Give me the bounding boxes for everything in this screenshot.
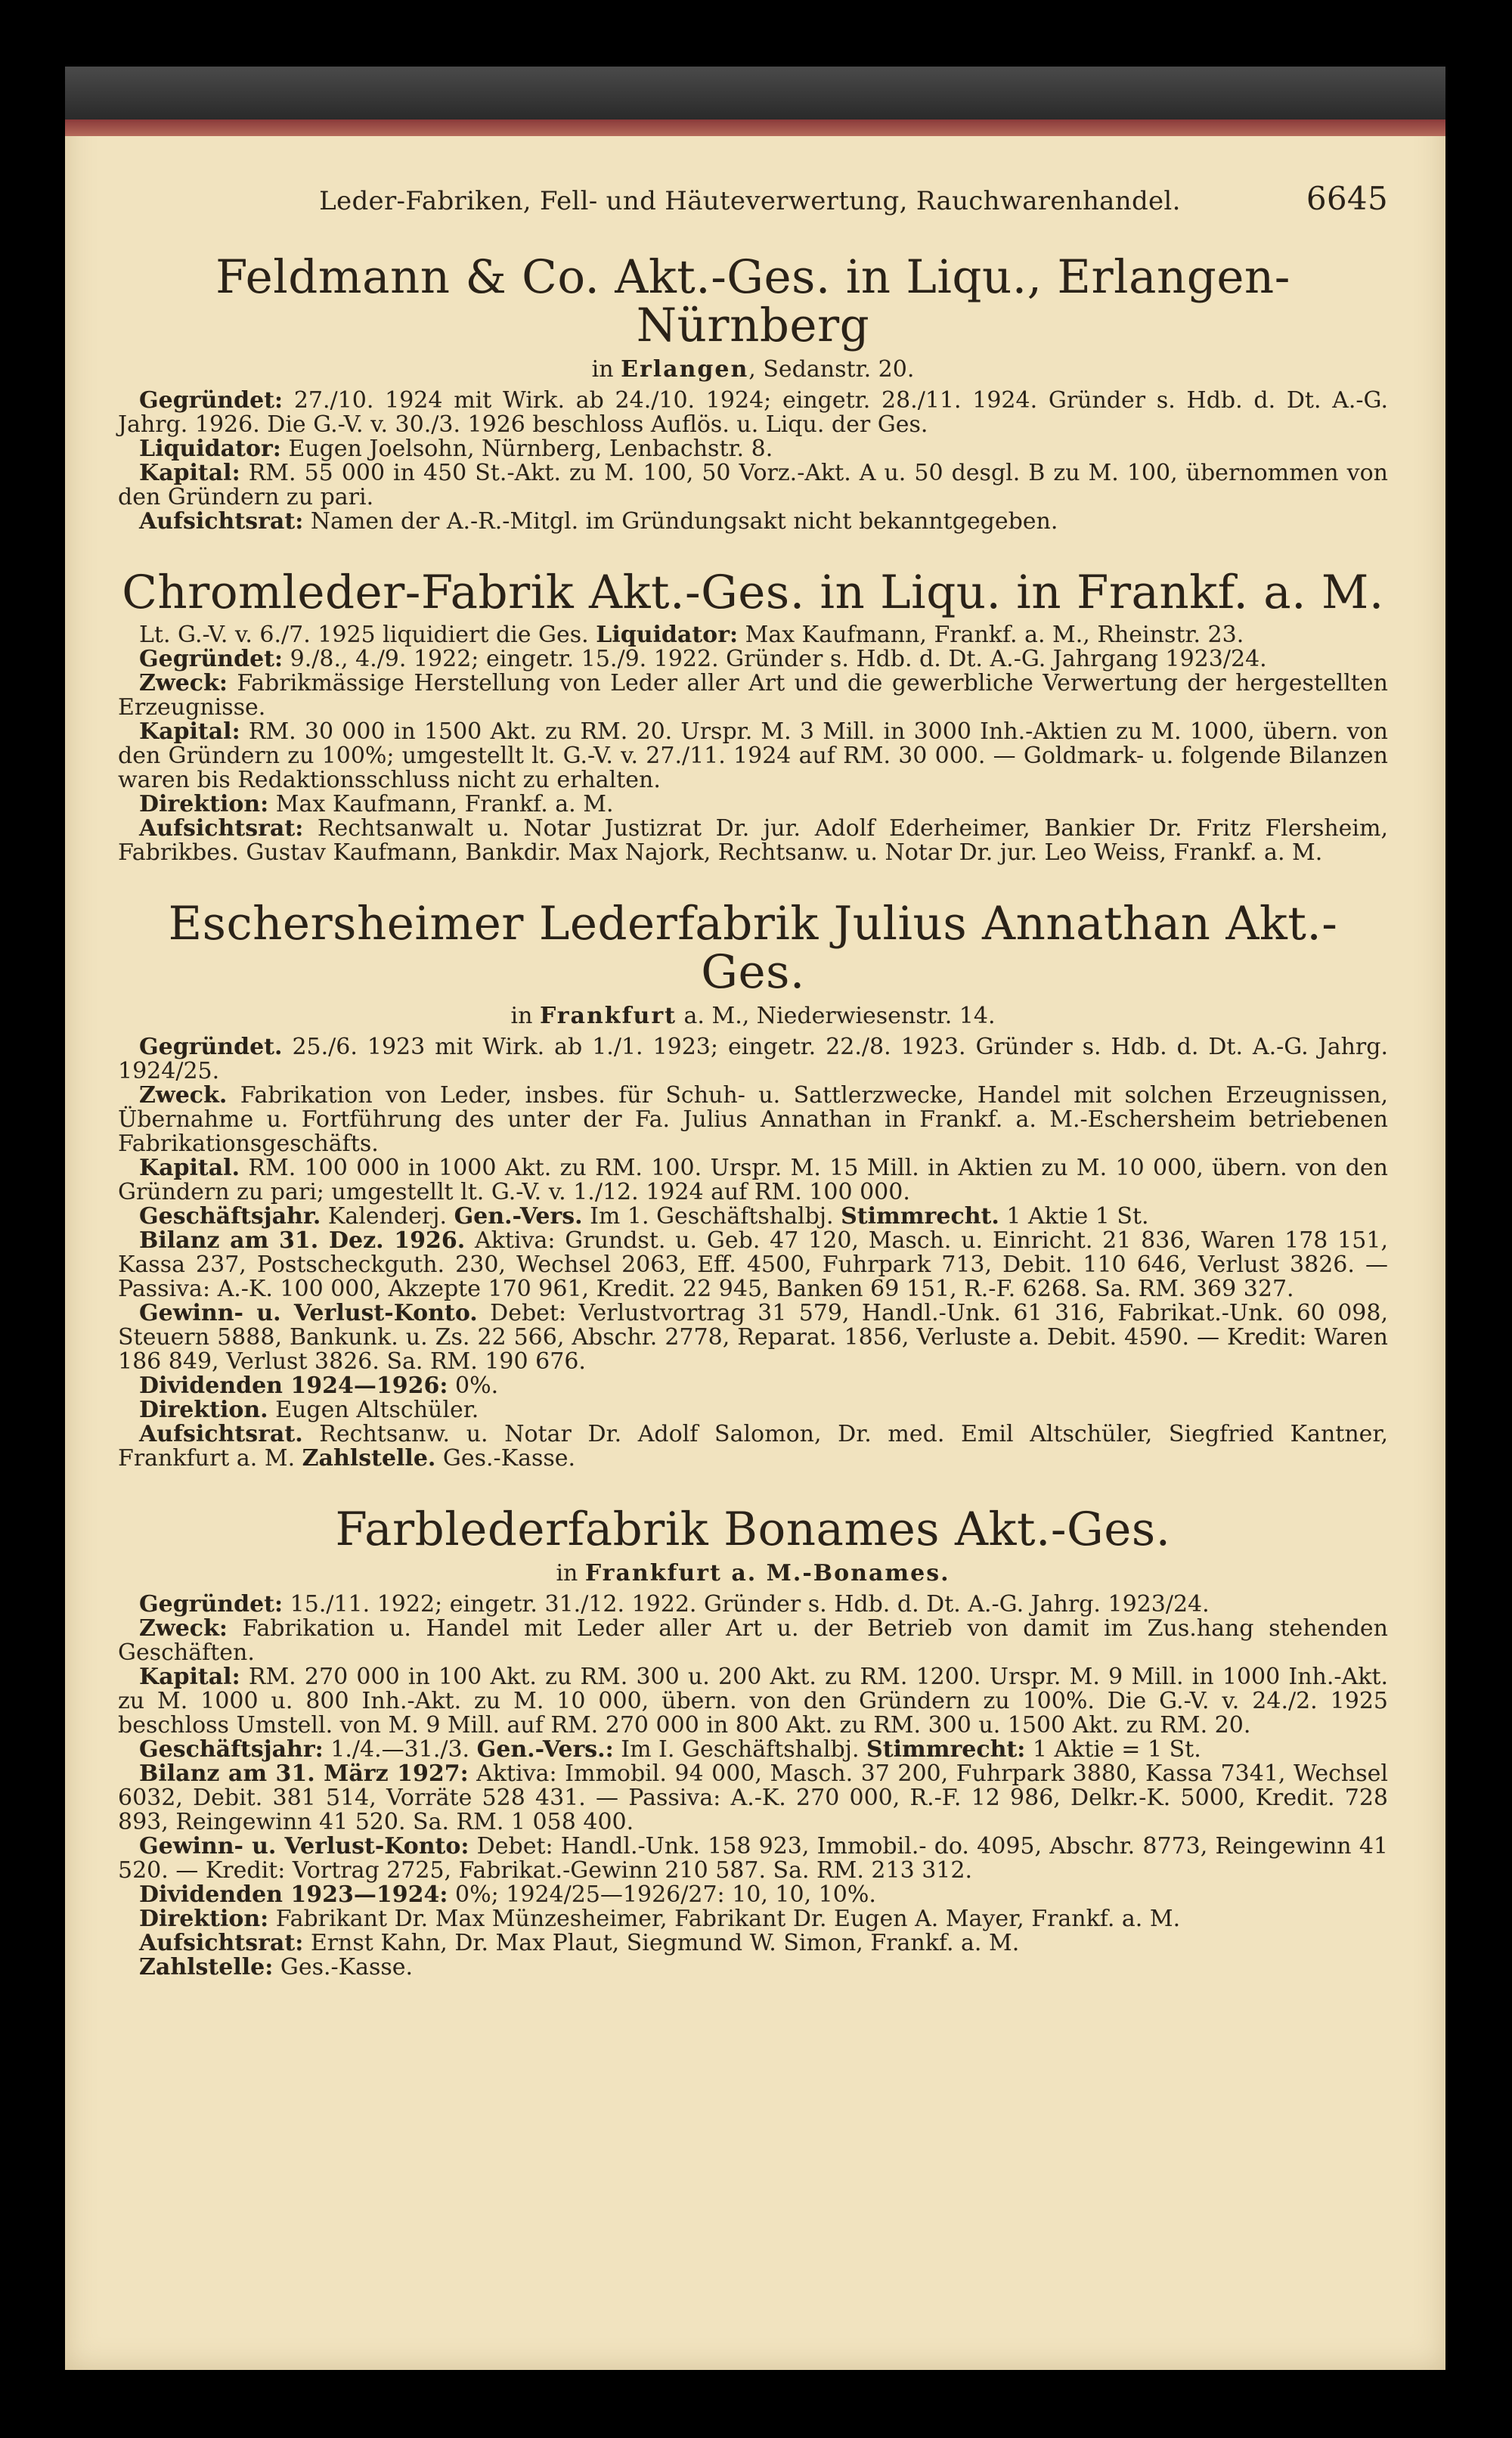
paragraph: Direktion: Fabrikant Dr. Max Münzesheimer, Fabrikant Dr. Eugen A. Mayer, Frankf. a. M. [139, 1906, 1181, 1933]
paragraph: Zahlstelle: Ges.-Kasse. [139, 1954, 414, 1981]
running-head [118, 180, 1388, 217]
location-line: in Frankfurt a. M.-Bonames. [556, 1560, 950, 1587]
paragraph: Zweck: Fabrikation u. Handel mit Leder aller Art u. der Betrieb von damit im Zus.hang stehenden Geschäften. [118, 1615, 1388, 1667]
paragraph: Aufsichtsrat: Namen der A.-R.-Mitgl. im Gründungsakt nicht bekanntgegeben. [139, 508, 1058, 535]
article-title: Eschersheimer Lederfabrik Julius Annathan Akt.-Ges. [168, 897, 1338, 1000]
article-title: Farblederfabrik Bonames Akt.-Ges. [335, 1503, 1171, 1557]
paragraph: Gewinn- u. Verlust-Konto. Debet: Verlustvortrag 31 579, Handl.-Unk. 61 316, Fabrikat.-Unk. 60 098, Steuern 5888, Bankunk. u. Zs. 22 566, Abschr. 2778, Reparat. 1856, Verluste a. Debit. 4590. — Kredit: Waren 186 849, Verlust 3826. Sa. RM. 190 676. [118, 1300, 1388, 1376]
location-line: in Frankfurt a. M., Niederwiesenstr. 14. [510, 1003, 996, 1030]
paragraph: Gegründet: 9./8., 4./9. 1922; eingetr. 15./9. 1922. Gründer s. Hdb. d. Dt. A.-G. Jahrgang 1923/24. [139, 646, 1267, 673]
paragraph: Gegründet: 27./10. 1924 mit Wirk. ab 24./10. 1924; eingetr. 28./11. 1924. Gründer s. Hdb. d. Dt. A.-G. Jahrg. 1926. Die G.-V. v. 30./3. 1926 beschloss Auflös. u. Liqu. der Ges. [118, 387, 1388, 439]
paragraph: Geschäftsjahr. Kalenderj. Gen.-Vers. Im 1. Geschäftshalbj. Stimmrecht. 1 Aktie 1 St. [139, 1203, 1149, 1230]
page-edge [65, 119, 1445, 136]
location-line: in Erlangen, Sedanstr. 20. [591, 356, 915, 383]
paragraph: Direktion. Eugen Altschüler. [139, 1397, 479, 1424]
paragraph: Kapital: RM. 30 000 in 1500 Akt. zu RM. 20. Urspr. M. 3 Mill. in 3000 Inh.-Aktien zu M. 1000, übern. von den Gründern zu 100%; umgestellt lt. G.-V. v. 27./11. 1924 auf RM. 30 000. — Goldmark- u. folgende Bilanzen waren bis Redaktionsschluss nicht zu erhalten. [118, 718, 1388, 794]
paragraph: Zweck: Fabrikmässige Herstellung von Leder aller Art und die gewerbliche Verwertung der hergestellten Erzeugnisse. [118, 670, 1388, 721]
article-eschersheimer [118, 897, 1388, 1472]
article-feldmann [118, 250, 1388, 535]
scanned-page [65, 67, 1445, 2370]
article-chromleder [118, 566, 1388, 867]
paragraph: Aufsichtsrat: Ernst Kahn, Dr. Max Plaut, Siegmund W. Simon, Frankf. a. M. [139, 1930, 1020, 1957]
paragraph: Liquidator: Eugen Joelsohn, Nürnberg, Lenbachstr. 8. [139, 436, 773, 463]
page-content [118, 180, 1388, 2015]
paragraph: Geschäftsjahr: 1./4.—31./3. Gen.-Vers.: Im I. Geschäftshalbj. Stimmrecht: 1 Aktie = 1 St. [139, 1736, 1201, 1763]
paragraph: Aufsichtsrat: Rechtsanwalt u. Notar Justizrat Dr. jur. Adolf Ederheimer, Bankier Dr. Fritz Flersheim, Fabrikbes. Gustav Kaufmann, Bankdir. Max Najork, Rechtsanw. u. Notar Dr. jur. Leo Weiss, Frankf. a. M. [118, 815, 1388, 867]
paragraph: Aufsichtsrat. Rechtsanw. u. Notar Dr. Adolf Salomon, Dr. med. Emil Altschüler, Siegfried Kantner, Frankfurt a. M. Zahlstelle. Ges.-Kasse. [118, 1421, 1388, 1472]
paragraph: Bilanz am 31. Dez. 1926. Aktiva: Grundst. u. Geb. 47 120, Masch. u. Einricht. 21 836, Waren 178 151, Kassa 237, Postscheckguth. 230, Wechsel 2063, Eff. 4500, Fuhrpark 713, Debit. 110 646, Verlust 3826. — Passiva: A.-K. 100 000, Akzepte 170 961, Kredit. 22 945, Banken 69 151, R.-F. 6268. Sa. RM. 369 327. [118, 1227, 1388, 1303]
paragraph: Direktion: Max Kaufmann, Frankf. a. M. [139, 791, 614, 818]
book-binding [65, 67, 1445, 119]
paragraph: Dividenden 1923—1924: 0%; 1924/25—1926/27: 10, 10, 10%. [139, 1881, 876, 1909]
paragraph: Gegründet. 25./6. 1923 mit Wirk. ab 1./1. 1923; eingetr. 22./8. 1923. Gründer s. Hdb. d. Dt. A.-G. Jahrg. 1924/25. [118, 1034, 1388, 1085]
paragraph: Kapital: RM. 270 000 in 100 Akt. zu RM. 300 u. 200 Akt. zu RM. 1200. Urspr. M. 9 Mill. in 1000 Inh.-Akt. zu M. 1000 u. 800 Inh.-Akt. zu M. 10 000, übern. von den Gründern zu 100%. Die G.-V. v. 24./2. 1925 beschloss Umstell. von M. 9 Mill. auf RM. 270 000 in 800 Akt. zu RM. 300 u. 1500 Akt. zu RM. 20. [118, 1664, 1388, 1739]
paragraph: Lt. G.-V. v. 6./7. 1925 liquidiert die Ges. Liquidator: Max Kaufmann, Frankf. a. M., Rheinstr. 23. [139, 622, 1244, 649]
paragraph: Kapital: RM. 55 000 in 450 St.-Akt. zu M. 100, 50 Vorz.-Akt. A u. 50 desgl. B zu M. 100, übernommen von den Gründern zu pari. [118, 460, 1388, 511]
paragraph: Dividenden 1924—1926: 0%. [139, 1373, 499, 1400]
section-title: Leder-Fabriken, Fell- und Häuteverwertung, Rauchwarenhandel. [319, 186, 1181, 216]
article-farblederfabrik [118, 1503, 1389, 1981]
paragraph: Gegründet: 15./11. 1922; eingetr. 31./12. 1922. Gründer s. Hdb. d. Dt. A.-G. Jahrg. 1923/24. [139, 1591, 1210, 1618]
article-title: Chromleder-Fabrik Akt.-Ges. in Liqu. in Frankf. a. M. [122, 566, 1384, 620]
paragraph: Kapital. RM. 100 000 in 1000 Akt. zu RM. 100. Urspr. M. 15 Mill. in Aktien zu M. 10 000, übern. von den Gründern zu pari; umgestellt lt. G.-V. v. 1./12. 1924 auf RM. 100 000. [118, 1155, 1388, 1206]
paragraph: Gewinn- u. Verlust-Konto: Debet: Handl.-Unk. 158 923, Immobil.- do. 4095, Abschr. 8773, Reingewinn 41 520. — Kredit: Vortrag 2725, Fabrikat.-Gewinn 210 587. Sa. RM. 213 312. [118, 1833, 1389, 1884]
article-title: Feldmann & Co. Akt.-Ges. in Liqu., Erlangen-Nürnberg [215, 250, 1290, 353]
page-number: 6645 [1306, 180, 1388, 217]
paragraph: Zweck. Fabrikation von Leder, insbes. für Schuh- u. Sattlerzwecke, Handel mit solchen Erzeugnissen, Übernahme u. Fortführung des unter der Fa. Julius Annathan in Frankf. a. M.-Eschersheim betriebenen Fabrikationsgeschäfts. [118, 1082, 1388, 1158]
paragraph: Bilanz am 31. März 1927: Aktiva: Immobil. 94 000, Masch. 37 200, Fuhrpark 3880, Kassa 7341, Wechsel 6032, Debit. 381 514, Vorräte 528 431. — Passiva: A.-K. 270 000, R.-F. 12 986, Delkr.-K. 5000, Kredit. 728 893, Reingewinn 41 520. Sa. RM. 1 058 400. [118, 1760, 1388, 1836]
